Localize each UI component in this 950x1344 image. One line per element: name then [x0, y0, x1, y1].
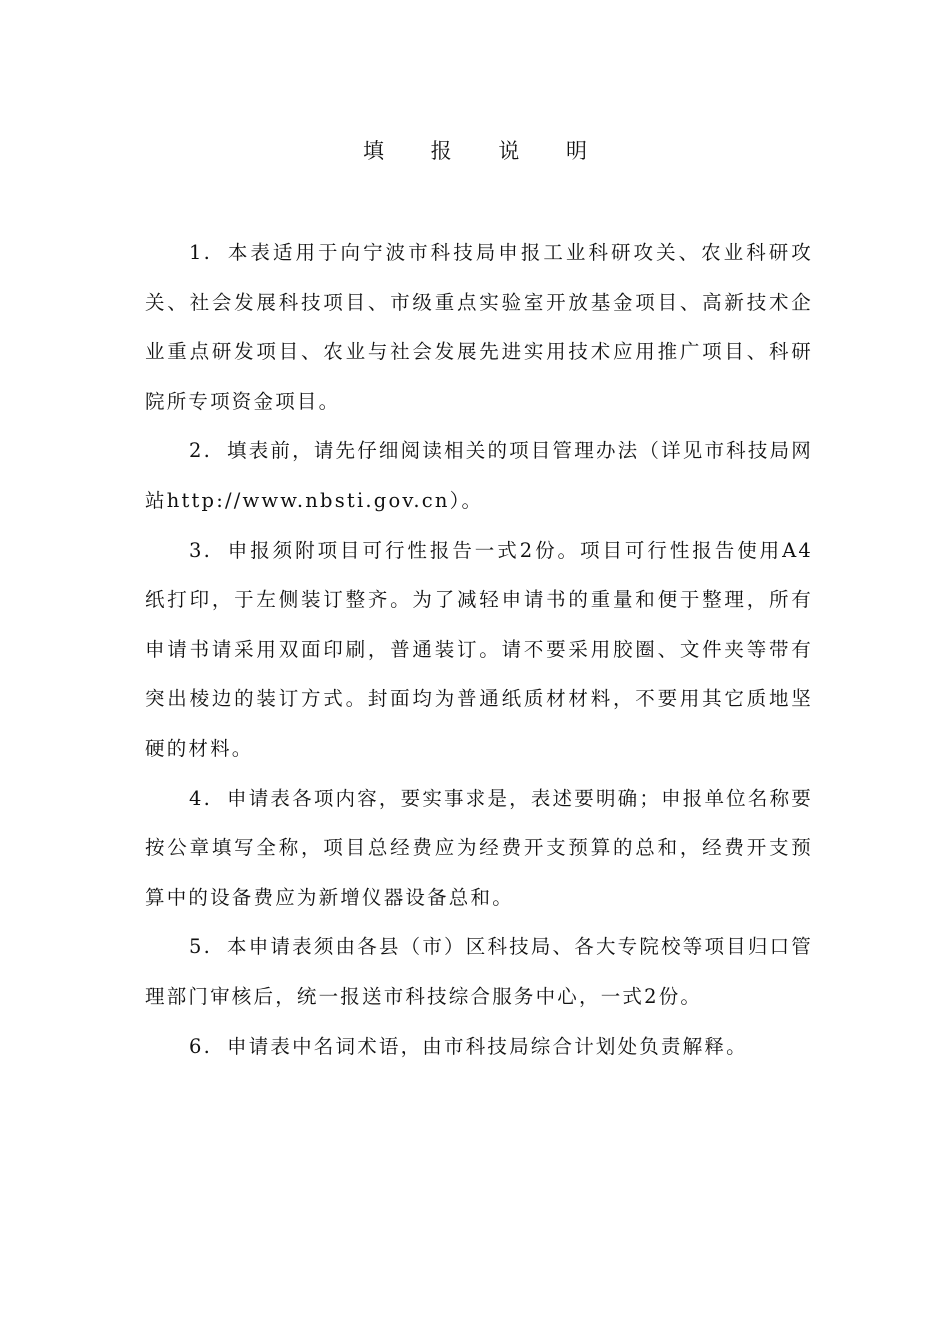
item-text: 填表前，请先仔细阅读相关的项目管理办法（详见市科技局网站http://www.nbsti.gov.cn）。 — [145, 439, 813, 512]
item-number: 4. — [189, 786, 213, 810]
instruction-item-3 — [145, 526, 813, 774]
item-text: 申请表中名词术语，由市科技局综合计划处负责解释。 — [227, 1034, 748, 1058]
item-text: 本申请表须由各县（市）区科技局、各大专院校等项目归口管理部门审核后，统一报送市科技综合服务中心，一式2份。 — [145, 935, 813, 1008]
item-number: 2. — [189, 439, 213, 463]
item-number: 1. — [189, 241, 213, 264]
item-number: 5. — [189, 935, 213, 959]
item-number: 3. — [189, 538, 213, 562]
item-text: 本表适用于向宁波市科技局申报工业科研攻关、农业科研攻关、社会发展科技项目、市级重点实验室开放基金项目、高新技术企业重点研发项目、农业与社会发展先进实用技术应用推广项目、科研院所专项资金项目。 — [145, 241, 813, 413]
item-text: 申报须附项目可行性报告一式2份。项目可行性报告使用A4纸打印，于左侧装订整齐。为了减轻申请书的重量和便于整理，所有申请书请采用双面印刷，普通装订。请不要采用胶圈、文件夹等带有突出棱边的装订方式。封面均为普通纸质材材料，不要用其它质地坚硬的材料。 — [145, 538, 813, 760]
instruction-item-1 — [145, 228, 813, 426]
item-text: 申请表各项内容，要实事求是，表述要明确；申报单位名称要按公章填写全称，项目总经费应为经费开支预算的总和，经费开支预算中的设备费应为新增仪器设备总和。 — [145, 786, 813, 909]
instruction-item-5 — [145, 922, 813, 1021]
item-number: 6. — [189, 1034, 213, 1058]
instruction-item-4 — [145, 774, 813, 923]
instruction-item-6 — [145, 1022, 813, 1072]
page-title: 填 报 说 明 — [362, 139, 608, 163]
instruction-item-2 — [145, 426, 813, 525]
instructions-body — [145, 228, 813, 1071]
